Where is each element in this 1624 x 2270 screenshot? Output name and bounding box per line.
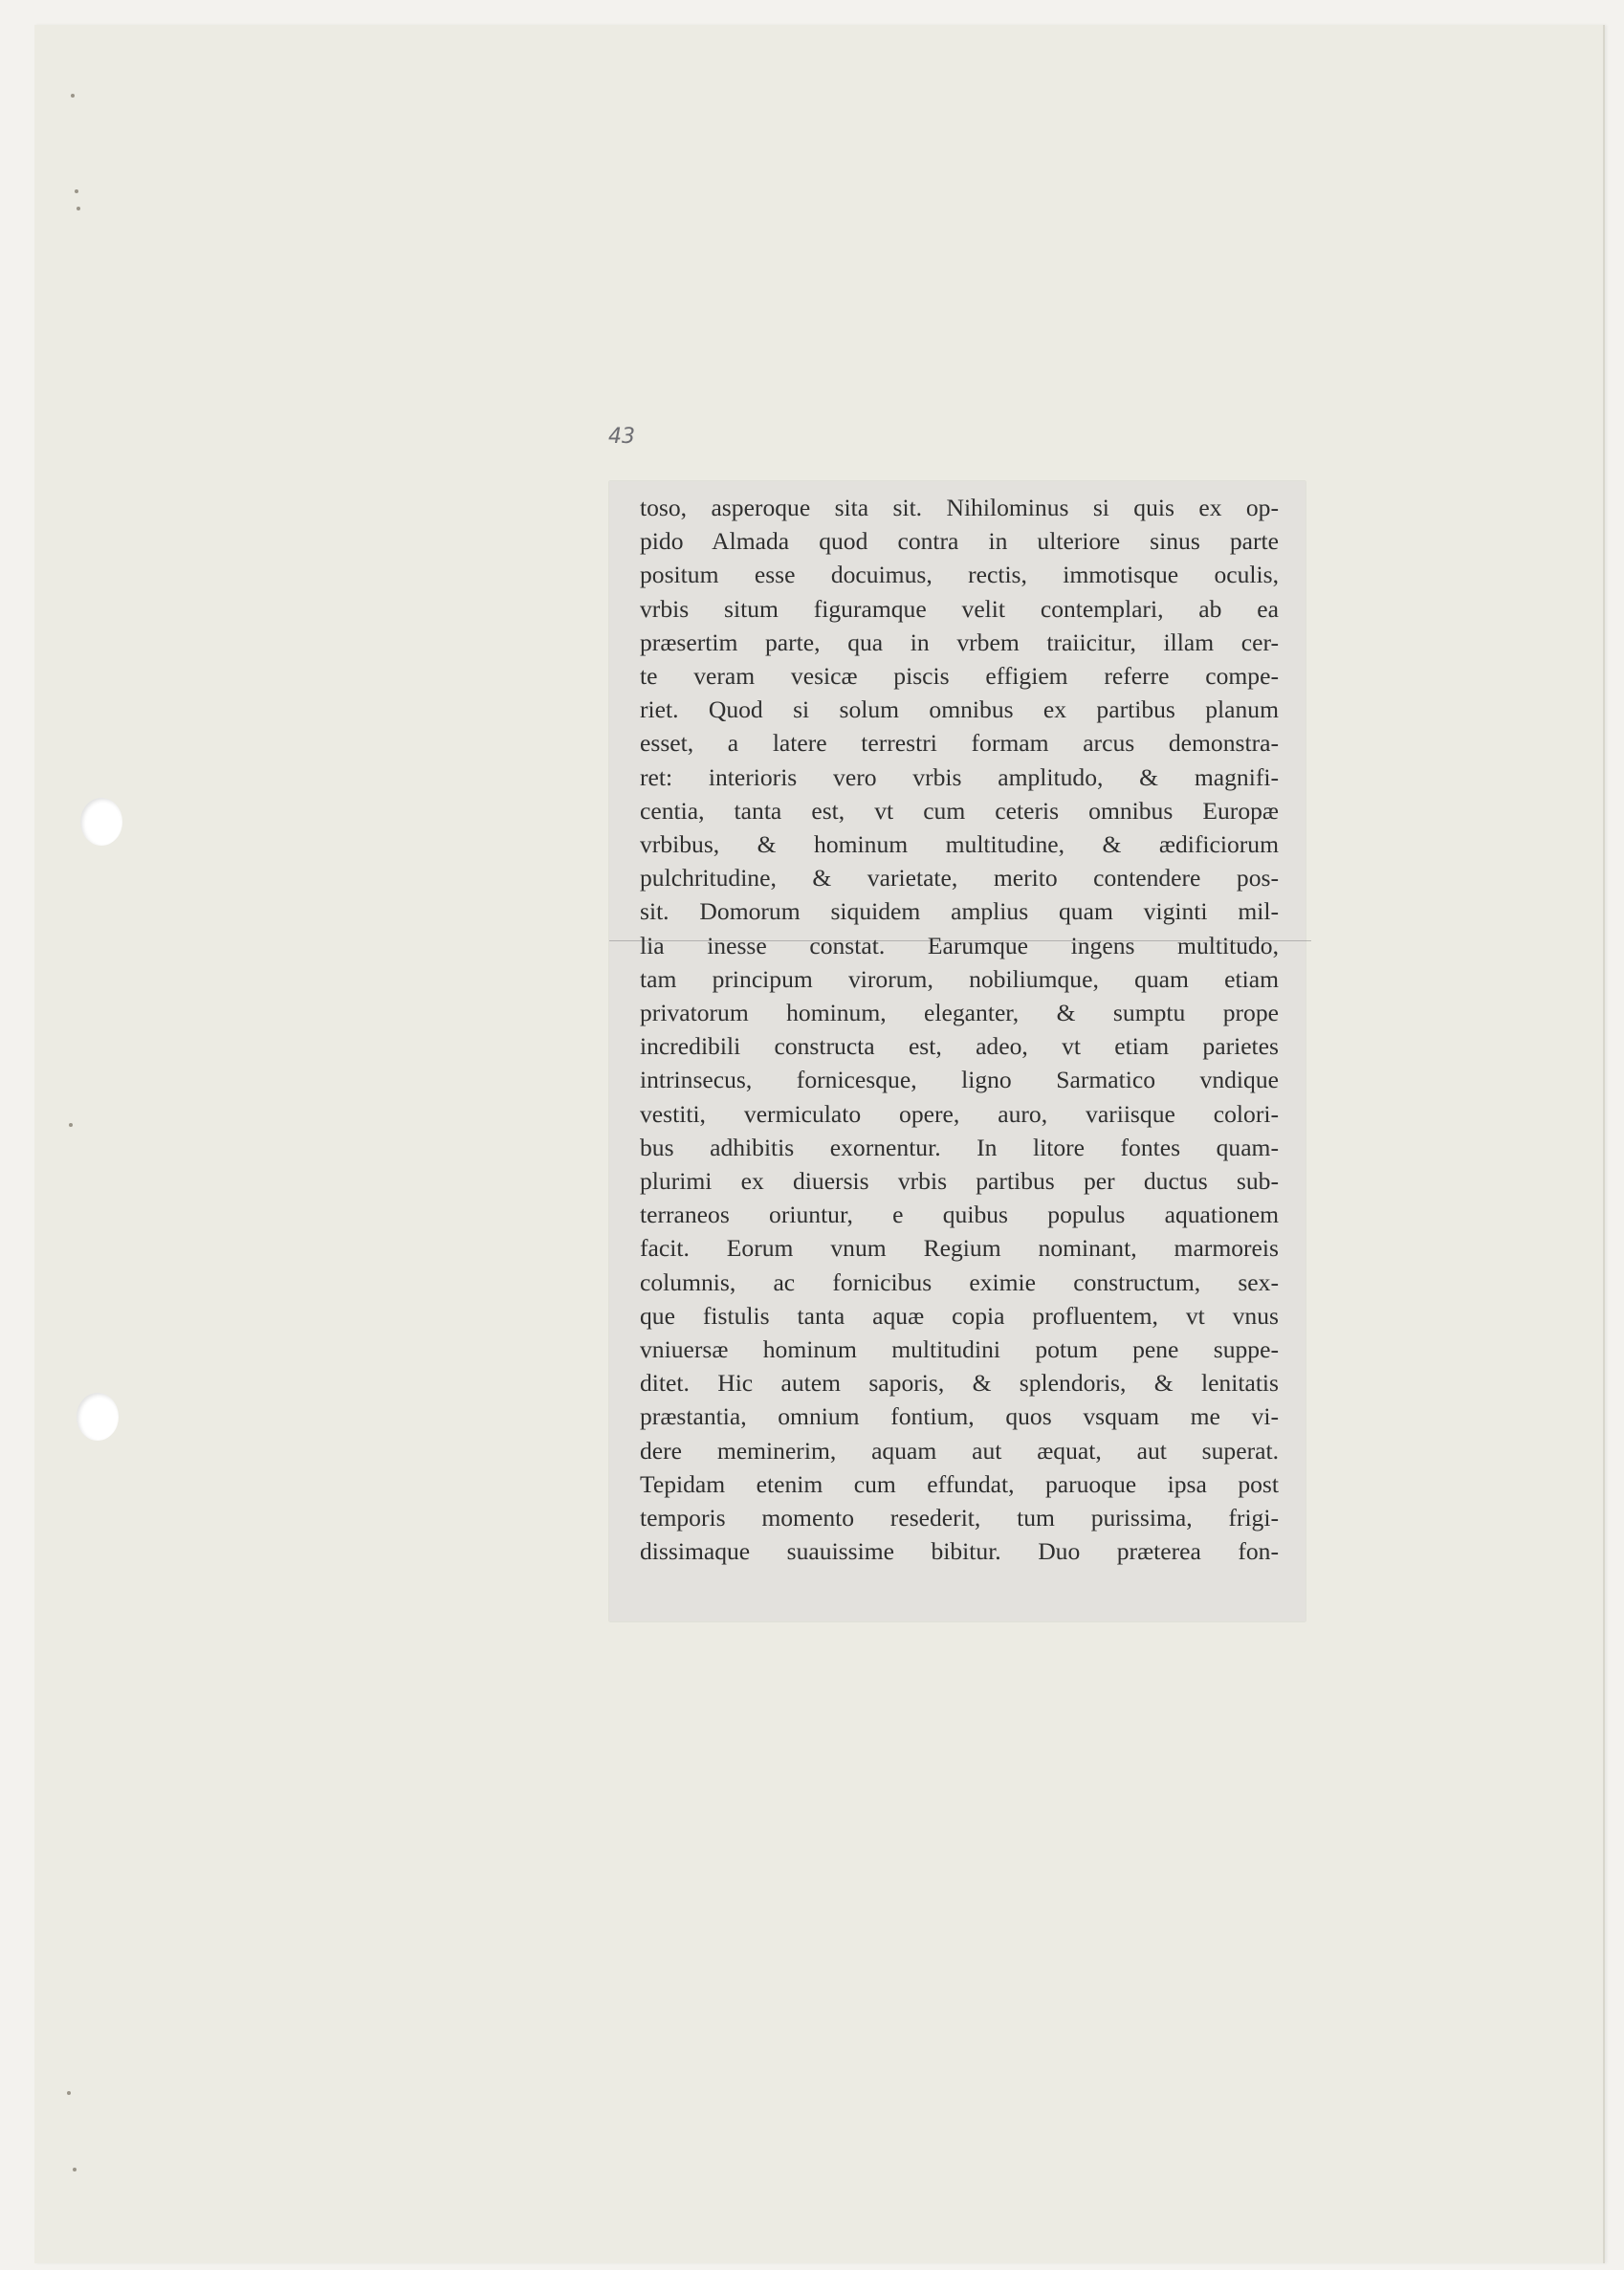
text-line: toso, asperoque sita sit. Nihilominus si quis ex op- <box>640 494 1279 521</box>
speck <box>71 94 75 98</box>
punch-hole <box>77 1393 119 1441</box>
speck <box>77 207 80 210</box>
text-line: riet. Quod si solum omnibus ex partibus planum <box>640 695 1279 724</box>
punch-hole <box>80 798 122 846</box>
speck <box>67 2091 71 2095</box>
text-line: te veram vesicæ piscis effigiem referre compe- <box>640 662 1279 691</box>
text-line: dissimaque suauissime bibitur. Duo præterea fon- <box>640 1537 1279 1566</box>
text-line: vrbibus, & hominum multitudine, & ædificiorum <box>640 830 1279 859</box>
text-line: præstantia, omnium fontium, quos vsquam me vi- <box>640 1402 1279 1431</box>
text-line: bus adhibitis exornentur. In litore fontes quam- <box>640 1133 1279 1161</box>
speck <box>75 189 78 193</box>
text-line: pido Almada quod contra in ulteriore sinus parte <box>640 527 1279 556</box>
text-line: terraneos oriuntur, e quibus populus aquationem <box>640 1201 1279 1229</box>
text-line: privatorum hominum, eleganter, & sumptu prope <box>640 999 1279 1027</box>
body-text <box>640 491 1279 1569</box>
text-line: lia inesse constat. Earumque ingens multitudo, <box>640 931 1279 959</box>
text-line: intrinsecus, fornicesque, ligno Sarmatico vndique <box>640 1066 1279 1094</box>
text-line: positum esse docuimus, rectis, immotisque oculis, <box>640 561 1279 589</box>
text-line: columnis, ac fornicibus eximie constructum, sex- <box>640 1267 1279 1296</box>
text-line: tam principum virorum, nobiliumque, quam etiam <box>640 964 1279 993</box>
text-line: temporis momento resederit, tum purissima, frigi- <box>640 1504 1279 1532</box>
text-line: præsertim parte, qua in vrbem traiicitur, illam cer- <box>640 628 1279 656</box>
text-clipping <box>609 481 1306 1621</box>
text-line: que fistulis tanta aquæ copia profluentem, vt vnus <box>640 1301 1279 1330</box>
page-number: 43 <box>608 425 635 449</box>
text-line: vestiti, vermiculato opere, auro, variisque colori- <box>640 1099 1279 1128</box>
text-line: plurimi ex diuersis vrbis partibus per ductus sub- <box>640 1167 1279 1196</box>
text-line: ret: interioris vero vrbis amplitudo, & magnifi- <box>640 762 1279 791</box>
speck <box>73 2168 77 2171</box>
text-line: sit. Domorum siquidem amplius quam viginti mil- <box>640 897 1279 926</box>
text-line: centia, tanta est, vt cum ceteris omnibus Europæ <box>640 796 1279 825</box>
text-line: esset, a latere terrestri formam arcus demonstra- <box>640 729 1279 758</box>
speck <box>69 1123 73 1127</box>
text-line: Tepidam etenim cum effundat, paruoque ipsa post <box>640 1469 1279 1498</box>
text-line: dere meminerim, aquam aut æquat, aut superat. <box>640 1436 1279 1465</box>
text-line: facit. Eorum vnum Regium nominant, marmoreis <box>640 1234 1279 1263</box>
text-line: vniuersæ hominum multitudini potum pene suppe- <box>640 1335 1279 1364</box>
text-line: ditet. Hic autem saporis, & splendoris, & lenitatis <box>640 1369 1279 1398</box>
text-line: incredibili constructa est, adeo, vt etiam parietes <box>640 1032 1279 1061</box>
text-line: pulchritudine, & varietate, merito contendere pos- <box>640 864 1279 893</box>
text-line: vrbis situm figuramque velit contemplari, ab ea <box>640 594 1279 623</box>
